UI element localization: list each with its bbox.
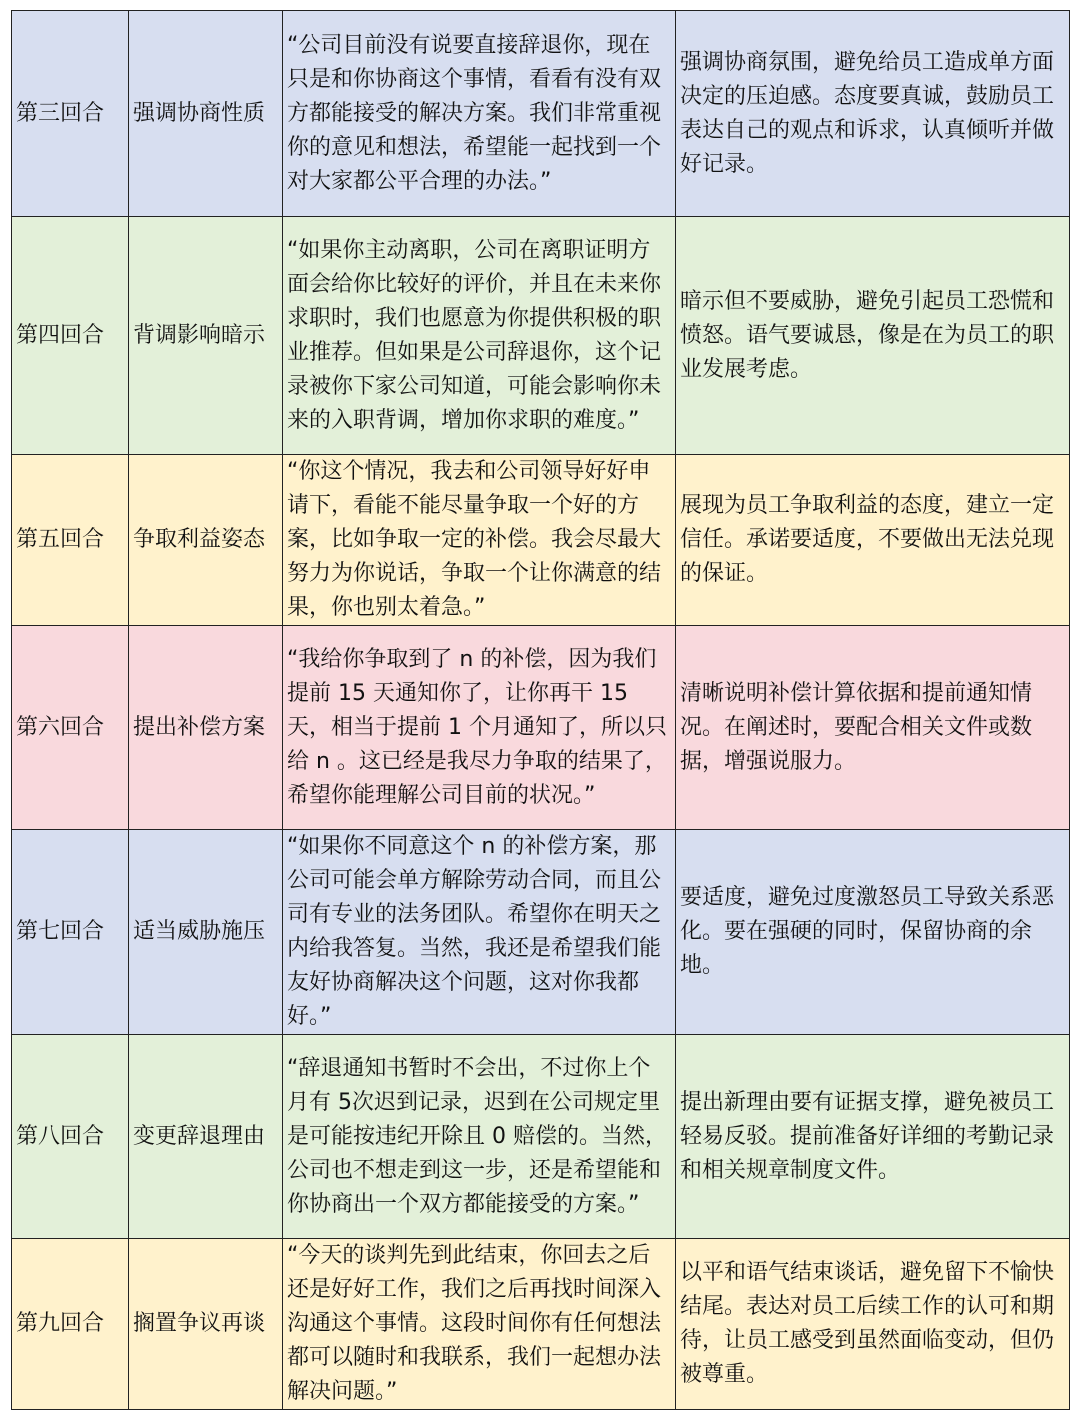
round-cell: 第三回合 (12, 11, 129, 217)
round-cell: 第五回合 (12, 455, 129, 626)
tactic-cell: 适当威胁施压 (129, 830, 283, 1035)
table-row (12, 830, 1070, 1035)
round-cell: 第八回合 (12, 1035, 129, 1239)
script-cell: “今天的谈判先到此结束，你回去之后还是好好工作，我们之后再找时间深入沟通这个事情。这段时间你有任何想法都可以随时和我联系，我们一起想办法解决问题。” (283, 1239, 676, 1410)
table-row (12, 1035, 1070, 1239)
note-cell: 以平和语气结束谈话，避免留下不愉快结尾。表达对员工后续工作的认可和期待，让员工感受到虽然面临变动，但仍被尊重。 (676, 1239, 1070, 1410)
round-cell: 第九回合 (12, 1239, 129, 1410)
script-cell: “你这个情况，我去和公司领导好好申请下，看能不能尽量争取一个好的方案，比如争取一定的补偿。我会尽最大努力为你说话，争取一个让你满意的结果，你也别太着急。” (283, 455, 676, 626)
table-row (12, 11, 1070, 217)
table-row (12, 1239, 1070, 1410)
tactic-cell: 强调协商性质 (129, 11, 283, 217)
script-cell: “我给你争取到了 n 的补偿，因为我们提前 15 天通知你了，让你再干 15 天，相当于提前 1 个月通知了，所以只给 n 。这已经是我尽力争取的结果了，希望你能理解公司目前的状况。” (283, 626, 676, 830)
round-cell: 第七回合 (12, 830, 129, 1035)
tactic-cell: 搁置争议再谈 (129, 1239, 283, 1410)
script-cell: “辞退通知书暂时不会出，不过你上个月有 5次迟到记录，迟到在公司规定里是可能按违纪开除且 0 赔偿的。当然，公司也不想走到这一步，还是希望能和你协商出一个双方都能接受的方案。” (283, 1035, 676, 1239)
note-cell: 提出新理由要有证据支撑，避免被员工轻易反驳。提前准备好详细的考勤记录和相关规章制度文件。 (676, 1035, 1070, 1239)
table-row (12, 217, 1070, 455)
note-cell: 展现为员工争取利益的态度，建立一定信任。承诺要适度，不要做出无法兑现的保证。 (676, 455, 1070, 626)
script-cell: “如果你不同意这个 n 的补偿方案，那公司可能会单方解除劳动合同，而且公司有专业的法务团队。希望你在明天之内给我答复。当然，我还是希望我们能友好协商解决这个问题，这对你我都好。” (283, 830, 676, 1035)
tactic-cell: 变更辞退理由 (129, 1035, 283, 1239)
table-row (12, 455, 1070, 626)
script-cell: “公司目前没有说要直接辞退你，现在只是和你协商这个事情，看看有没有双方都能接受的解决方案。我们非常重视你的意见和想法，希望能一起找到一个对大家都公平合理的办法。” (283, 11, 676, 217)
note-cell: 暗示但不要威胁，避免引起员工恐慌和愤怒。语气要诚恳，像是在为员工的职业发展考虑。 (676, 217, 1070, 455)
round-cell: 第六回合 (12, 626, 129, 830)
table-row (12, 626, 1070, 830)
tactic-cell: 提出补偿方案 (129, 626, 283, 830)
round-cell: 第四回合 (12, 217, 129, 455)
script-cell: “如果你主动离职，公司在离职证明方面会给你比较好的评价，并且在未来你求职时，我们也愿意为你提供积极的职业推荐。但如果是公司辞退你，这个记录被你下家公司知道，可能会影响你未来的入职背调，增加你求职的难度。” (283, 217, 676, 455)
negotiation-rounds-table (11, 10, 1070, 1410)
tactic-cell: 背调影响暗示 (129, 217, 283, 455)
note-cell: 强调协商氛围，避免给员工造成单方面决定的压迫感。态度要真诚，鼓励员工表达自己的观点和诉求，认真倾听并做好记录。 (676, 11, 1070, 217)
note-cell: 要适度，避免过度激怒员工导致关系恶化。要在强硬的同时，保留协商的余地。 (676, 830, 1070, 1035)
note-cell: 清晰说明补偿计算依据和提前通知情况。在阐述时，要配合相关文件或数据，增强说服力。 (676, 626, 1070, 830)
tactic-cell: 争取利益姿态 (129, 455, 283, 626)
